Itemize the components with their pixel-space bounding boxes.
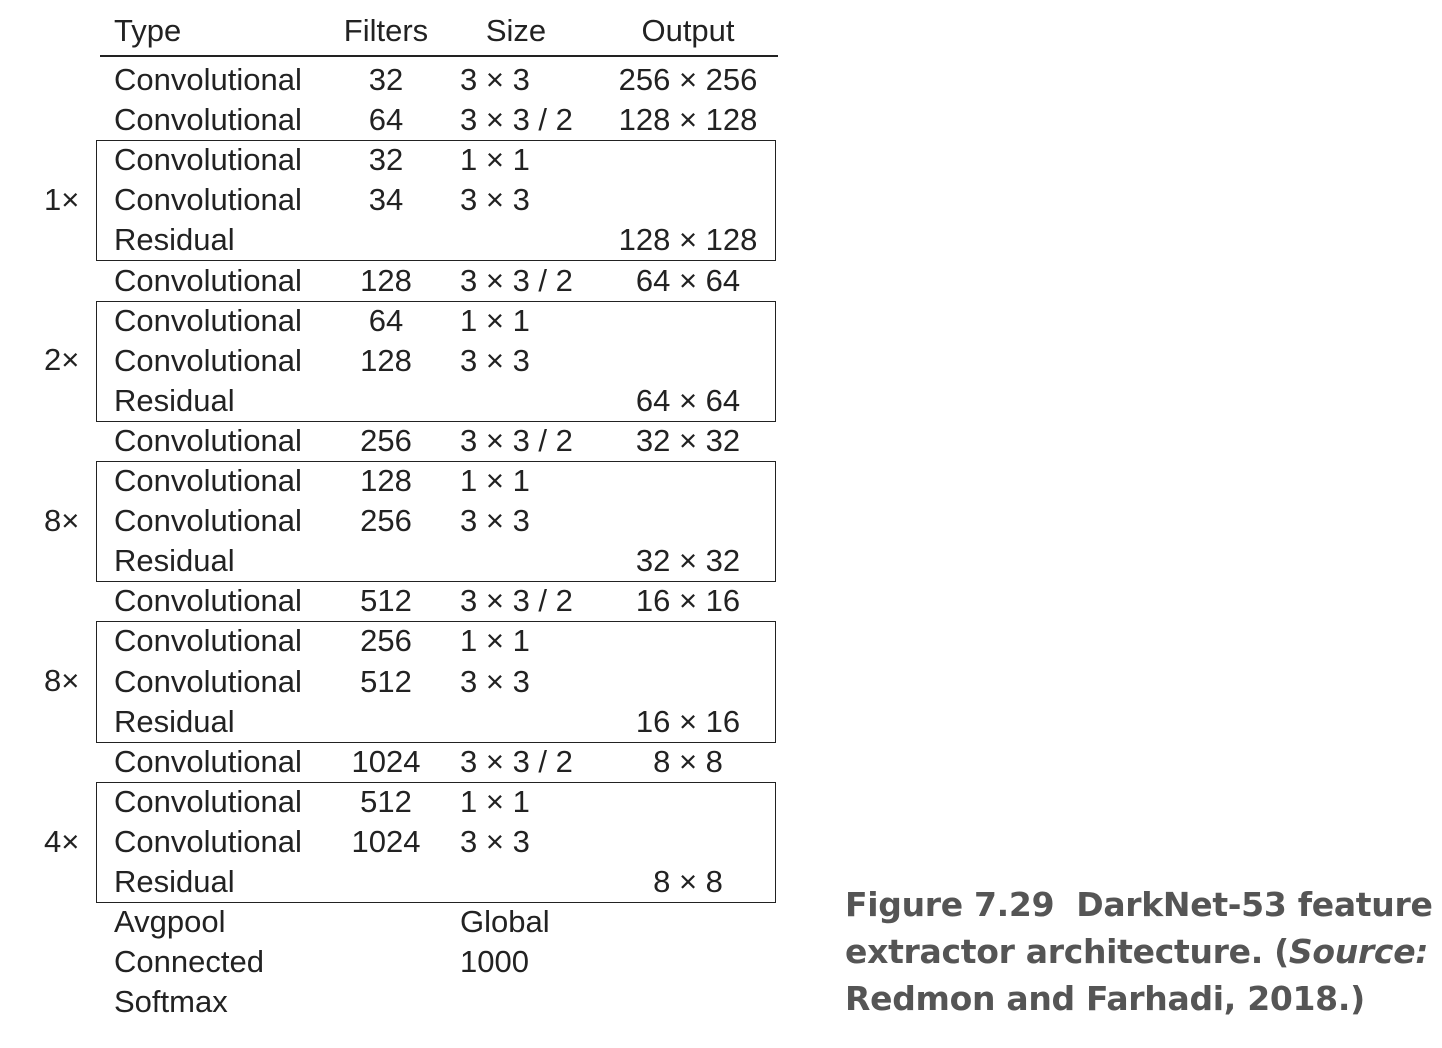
cell-type: Convolutional — [114, 463, 302, 498]
cell-filters: 128 — [360, 262, 412, 298]
cell-type: Convolutional — [114, 422, 302, 458]
cell-size: 3 × 3 / 2 — [460, 422, 573, 458]
cell-size: 3 × 3 — [460, 823, 530, 859]
caption-text: DarkNet-53 feature extractor architecture. ( — [845, 885, 1433, 971]
cell-type: Convolutional — [114, 142, 302, 178]
cell-filters: 32 — [368, 62, 404, 97]
cell-type: Convolutional — [114, 743, 302, 779]
cell-filters: 32 — [368, 142, 404, 178]
cell-output: 128 × 128 — [618, 102, 758, 138]
cell-filters: 1024 — [351, 743, 421, 779]
cell-type: Residual — [114, 382, 235, 418]
cell-type: Convolutional — [114, 503, 302, 539]
cell-type: Residual — [114, 864, 235, 899]
cell-type: Convolutional — [114, 663, 302, 699]
residual-block-box — [96, 461, 776, 582]
cell-output — [598, 902, 778, 942]
cell-type: Convolutional — [114, 342, 302, 378]
cell-filters: 512 — [360, 783, 412, 819]
figure-caption — [845, 881, 1435, 1022]
cell-size: 3 × 3 / 2 — [460, 583, 573, 619]
cell-type: Convolutional — [114, 102, 302, 138]
cell-size: 1000 — [460, 944, 529, 980]
cell-output: 64 × 64 — [635, 382, 741, 418]
cell-type: Convolutional — [114, 583, 302, 619]
cell-output: 32 × 32 — [635, 422, 741, 458]
cell-type: Residual — [114, 222, 235, 258]
cell-type: Convolutional — [114, 182, 302, 218]
cell-output: 256 × 256 — [618, 62, 758, 97]
cell-filters — [331, 942, 441, 982]
cell-filters — [331, 902, 441, 942]
cell-filters: 64 — [368, 102, 404, 138]
header-type: Type — [114, 13, 182, 48]
cell-size: 1 × 1 — [460, 623, 530, 659]
cell-output: 8 × 8 — [653, 743, 723, 779]
residual-block-box — [96, 301, 776, 422]
cell-type: Avgpool — [114, 904, 226, 940]
cell-type: Convolutional — [114, 62, 302, 97]
block-multiplier: 8× — [44, 502, 80, 538]
cell-output: 32 × 32 — [635, 543, 741, 579]
cell-type: Connected — [114, 944, 264, 980]
cell-size: 3 × 3 — [460, 503, 530, 539]
cell-size: 3 × 3 / 2 — [460, 102, 573, 138]
cell-filters: 512 — [360, 583, 412, 619]
cell-output: 128 × 128 — [618, 222, 758, 258]
cell-output — [598, 942, 778, 982]
cell-size: 3 × 3 — [460, 342, 530, 378]
cell-filters: 256 — [360, 623, 412, 659]
cell-size: Global — [460, 904, 550, 940]
block-multiplier: 2× — [44, 342, 80, 378]
cell-type: Convolutional — [114, 262, 302, 298]
cell-filters: 128 — [360, 342, 412, 378]
figure-number: Figure 7.29 — [845, 885, 1055, 924]
residual-block-box — [96, 621, 776, 742]
cell-size: 3 × 3 — [460, 62, 530, 97]
residual-block-box — [96, 140, 776, 261]
header-rule — [100, 55, 778, 57]
cell-size: 3 × 3 / 2 — [460, 262, 573, 298]
cell-filters: 64 — [368, 302, 404, 338]
cell-output — [598, 982, 778, 1022]
cell-type: Convolutional — [114, 623, 302, 659]
cell-type: Convolutional — [114, 302, 302, 338]
block-multiplier: 1× — [44, 181, 80, 217]
cell-size: 1 × 1 — [460, 302, 530, 338]
cell-filters: 128 — [360, 463, 412, 498]
cell-type: Residual — [114, 543, 235, 579]
caption-source-label: Source: — [1288, 932, 1429, 971]
residual-block-box — [96, 782, 776, 903]
cell-filters: 512 — [360, 663, 412, 699]
cell-size: 1 × 1 — [460, 463, 530, 498]
cell-filters: 256 — [360, 503, 412, 539]
cell-filters: 256 — [360, 422, 412, 458]
cell-type: Softmax — [114, 984, 228, 1020]
cell-size: 1 × 1 — [460, 142, 530, 178]
header-filters: Filters — [343, 13, 429, 48]
cell-type: Residual — [114, 703, 235, 739]
cell-type: Convolutional — [114, 823, 302, 859]
cell-output: 16 × 16 — [635, 583, 741, 619]
header-size: Size — [485, 13, 547, 48]
header-output: Output — [641, 13, 735, 48]
cell-filters: 1024 — [351, 823, 421, 859]
cell-filters: 34 — [368, 182, 404, 218]
block-multiplier: 4× — [44, 823, 80, 859]
cell-size: 1 × 1 — [460, 783, 530, 819]
cell-size: 3 × 3 / 2 — [460, 743, 573, 779]
cell-output: 64 × 64 — [635, 262, 741, 298]
cell-filters — [331, 982, 441, 1022]
cell-type: Convolutional — [114, 783, 302, 819]
cell-size: 3 × 3 — [460, 663, 530, 699]
cell-output: 16 × 16 — [635, 703, 741, 739]
cell-output: 8 × 8 — [653, 864, 723, 899]
caption-source-text: Redmon and Farhadi, 2018.) — [845, 979, 1365, 1018]
block-multiplier: 8× — [44, 663, 80, 698]
cell-size: 3 × 3 — [460, 182, 530, 218]
